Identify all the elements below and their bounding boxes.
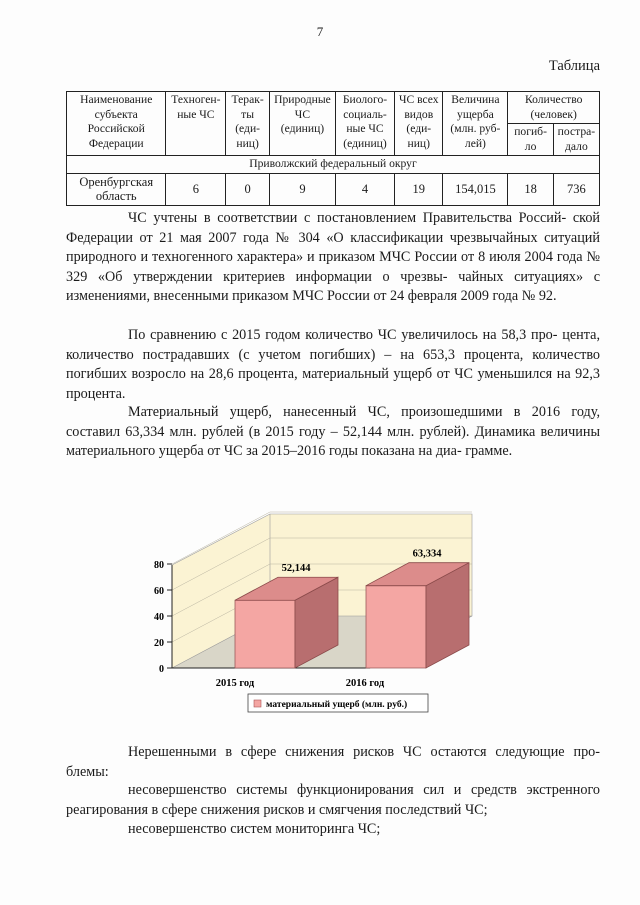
x-tick-label: 2015 год — [215, 678, 255, 689]
legend-swatch — [254, 700, 261, 707]
paragraph-1: ЧС учтены в соответствии с постановлением Правительства Россий- ской Федерации от 21 мая 2007 года № 304 «О классификации чрезвычайных ситуаций природного и техногенного характера» и приказом МЧС России от 8 июля 2004 года № 329 «Об утверждении критериев информации о чрезвы- чайных ситуациях» с изменениями, внесенными приказом МЧС России от 24 февраля 2009 года № 92. — [66, 210, 601, 304]
paragraph-2: По сравнению с 2015 годом количество ЧС увеличилось на 58,3 про- цента, количество пострадавших (с учетом погибших) – на 653,3 процента, количество погибших возросло на 28,6 процента, материальный ущерб от ЧС уменьшился на 92,3 процента. — [66, 327, 601, 402]
cell-terror: 0 — [226, 173, 270, 205]
cell-all: 19 — [395, 173, 443, 205]
cell-tech: 6 — [166, 173, 226, 205]
cell-natural: 9 — [269, 173, 335, 205]
y-tick-label: 40 — [154, 612, 164, 623]
header-people: Количество (человек) — [508, 92, 600, 124]
header-terror: Терак- ты (еди- ниц) — [226, 92, 270, 156]
header-all: ЧС всех видов (еди- ниц) — [395, 92, 443, 156]
cell-dead: 18 — [508, 173, 553, 205]
header-bio: Биолого- социаль- ные ЧС (единиц) — [335, 92, 394, 156]
bar-data-label: 52,144 — [281, 563, 311, 575]
bar-front — [366, 586, 426, 668]
header-dead: погиб- ло — [508, 124, 553, 156]
y-tick-label: 80 — [154, 560, 164, 571]
district-row: Приволжский федеральный округ — [67, 156, 600, 174]
paragraph-6: несовершенство систем мониторинга ЧС; — [128, 821, 381, 837]
cell-injured: 736 — [553, 173, 599, 205]
y-tick-label: 0 — [159, 664, 164, 675]
paragraph-3: Материальный ущерб, нанесенный ЧС, произошедшими в 2016 году, составил 63,334 млн. рублей (в 2015 году – 52,144 млн. рублей). Динамика величины материального ущерба от ЧС за 2015–2016 годы показана на диа- грамме. — [66, 404, 600, 459]
table-caption: Таблица — [548, 58, 600, 74]
paragraph-5: несовершенство системы функционирования сил и средств экстренного реагирования в сфере снижения рисков и смягчения последствий ЧС; — [66, 782, 600, 818]
cell-bio: 4 — [335, 173, 394, 205]
paragraph-4: Нерешенными в сфере снижения рисков ЧС остаются следующие про- блемы: — [66, 744, 600, 780]
bar-data-label: 63,334 — [412, 548, 442, 560]
header-subject: Наименование субъекта Российской Федерации — [67, 92, 166, 156]
header-natural: Природные ЧС (единиц) — [269, 92, 335, 156]
header-tech: Техноген- ные ЧС — [166, 92, 226, 156]
y-tick-label: 20 — [154, 638, 164, 649]
header-damage: Величина ущерба (млн. руб- лей) — [443, 92, 508, 156]
damage-chart — [140, 508, 480, 722]
cell-damage: 154,015 — [443, 173, 508, 205]
page-number: 7 — [316, 24, 324, 39]
y-tick-label: 60 — [154, 586, 164, 597]
header-injured: постра- дало — [553, 124, 599, 156]
legend-label: материальный ущерб (млн. руб.) — [266, 700, 408, 710]
emergency-table — [66, 91, 600, 206]
x-tick-label: 2016 год — [345, 678, 385, 689]
cell-region: Оренбургская область — [67, 173, 166, 205]
bar-front — [235, 600, 295, 668]
